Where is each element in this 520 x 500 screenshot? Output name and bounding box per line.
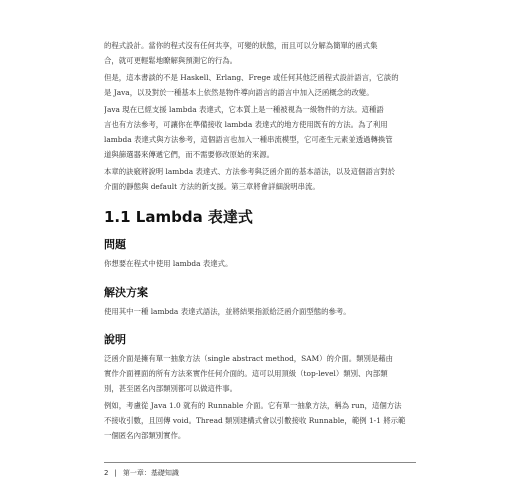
section-title: 1.1 Lambda 表達式	[104, 208, 253, 226]
page-number: 2	[104, 469, 109, 477]
text-line: 是 Java，以及對於一種基本上依然是物件導向語言的語言中加入泛函概念的改變。	[104, 88, 374, 97]
text-line: 例如，考慮從 Java 1.0 就有的 Runnable 介面。它有單一抽象方法，稱為 run，這個方法	[104, 401, 402, 410]
intro-paragraph-1	[104, 38, 416, 68]
footer-separator: |	[114, 469, 117, 477]
solution-text	[104, 304, 416, 319]
text-line: 介面的靜態與 default 方法的新支援。第三章將會詳細說明串流。	[104, 182, 320, 191]
text-line: 別，甚至匿名內部類別都可以做這件事。	[104, 384, 238, 393]
page-footer	[104, 468, 179, 478]
text-line: 一個匿名內部類別實作。	[104, 431, 186, 440]
problem-heading: 問題	[104, 238, 126, 251]
text-line: 泛函介面是擁有單一抽象方法（single abstract method，SAM）的介面。類別是藉由	[104, 354, 394, 363]
text-line: 本章的訣竅將說明 lambda 表達式、方法參考與泛函介面的基本語法，以及這個語言對於	[104, 167, 396, 176]
text-line: 的程式設計。當你的程式沒有任何共享，可變的狀態，而且可以分解為簡單的函式集	[104, 41, 378, 50]
footer-divider	[104, 462, 416, 463]
solution-heading: 解決方案	[104, 286, 148, 299]
chapter-title: 第一章：基礎知識	[122, 469, 179, 477]
discussion-paragraph-1	[104, 351, 416, 396]
problem-text	[104, 256, 416, 271]
discussion-heading: 說明	[104, 333, 126, 346]
intro-paragraph-3	[104, 102, 416, 162]
text-line: lambda 表達式與方法參考，這個語言也加入一種串流模型，它可產生元素並透過轉換管	[104, 135, 393, 144]
text-line: 實作介面裡面的所有方法來實作任何介面的。這可以用頂級（top-level）類別、內部類	[104, 369, 388, 378]
intro-paragraph-4	[104, 164, 416, 194]
text-line: 不接收引數，且回傳 void。Thread 類別建構式會以引數接收 Runnable，範例 1-1 將示範	[104, 416, 406, 425]
text-line: 言也有方法參考，可讓你在準備接收 lambda 表達式的地方使用既有的方法。為了利用	[104, 120, 388, 129]
text-line: Java 現在已經支援 lambda 表達式，它本質上是一種被視為一級物件的方法。這種語	[104, 105, 384, 114]
text-line: 你想要在程式中使用 lambda 表達式。	[104, 259, 233, 268]
text-line: 使用其中一種 lambda 表達式語法，並將結果指派給泛函介面型態的參考。	[104, 307, 351, 316]
intro-paragraph-2	[104, 70, 416, 100]
discussion-paragraph-2	[104, 398, 416, 443]
text-line: 但是，這本書談的不是 Haskell、Erlang、Frege 或任何其他泛函程式設計語言，它談的	[104, 73, 399, 82]
text-line: 合，就可更輕鬆地瞭解與預測它的行為。	[104, 56, 238, 65]
text-line: 道與篩選器來傳遞它們，而不需要修改原始的來源。	[104, 150, 274, 159]
